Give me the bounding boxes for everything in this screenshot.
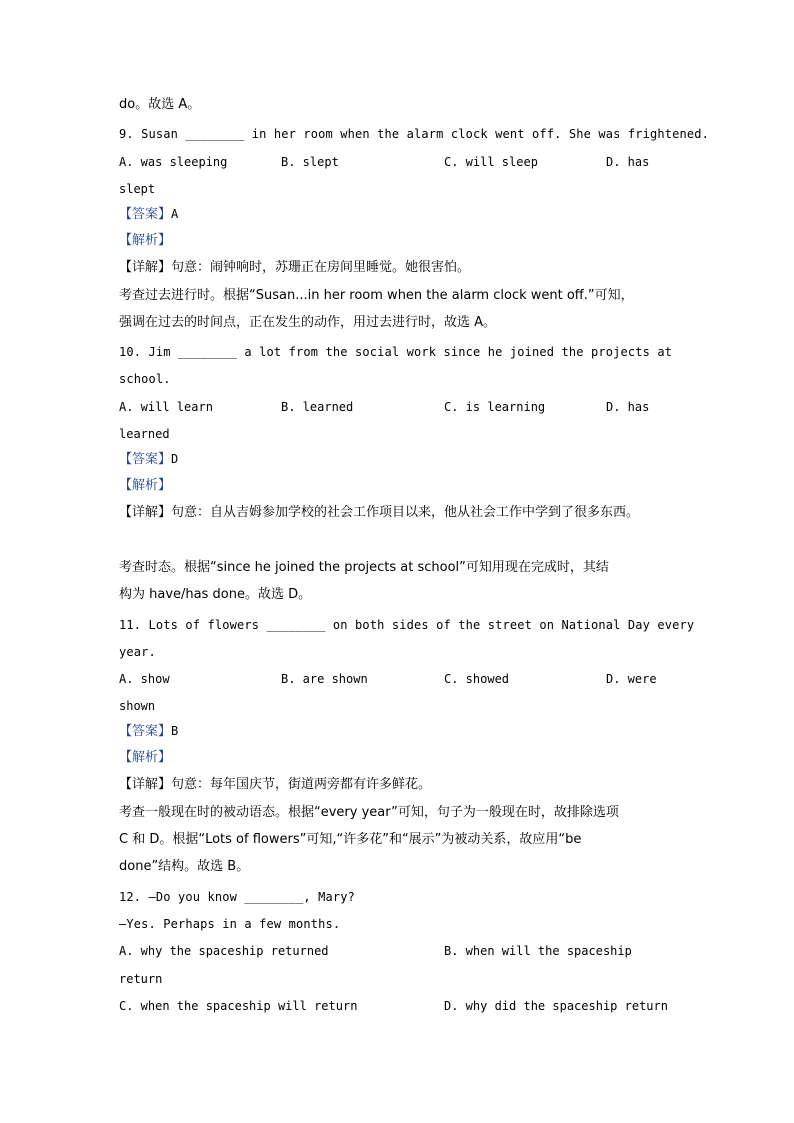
q11-analysis-tag: 【解析】 (119, 750, 172, 765)
detail-tag: 【详解】 (119, 260, 172, 275)
q10-option-d: D. has (606, 400, 650, 414)
q11-option-d: D. were (606, 672, 657, 686)
question-10-stem: 10. Jim ________ a lot from the social work since he joined the projects at (119, 345, 673, 359)
q10-option-c: C. is learning (444, 400, 546, 414)
answer-value: B (171, 724, 179, 738)
q9-option-a: A. was sleeping (119, 155, 228, 169)
q9-option-b: B. slept (281, 155, 339, 169)
q9-explain-1: 考查过去进行时。根据“Susan...in her room when the alarm clock went off.”可知， (119, 288, 634, 303)
answer-value: A (171, 207, 179, 221)
q11-option-a: A. show (119, 672, 170, 686)
q9-detail (119, 259, 470, 277)
q11-explain-3: done”结构。故选 B。 (119, 859, 250, 874)
question-10-stem-cont: school. (119, 372, 171, 386)
text-line: do。故选 A。 (119, 97, 201, 112)
q11-option-c: C. showed (444, 672, 510, 686)
answer-tag: 【答案】 (119, 452, 172, 467)
q10-analysis-tag: 【解析】 (119, 478, 172, 493)
q12-option-b-cont: return (119, 972, 163, 986)
q11-explain-2: C 和 D。根据“Lots of flowers”可知,“许多花”和“展示”为被动关系，故应用“be (119, 832, 582, 847)
q10-detail (119, 504, 639, 522)
detail-tag: 【详解】 (119, 777, 172, 792)
answer-tag: 【答案】 (119, 724, 172, 739)
q9-explain-2: 强调在过去的时间点，正在发生的动作，用过去进行时，故选 A。 (119, 315, 497, 330)
question-9-stem: 9. Susan ________ in her room when the alarm clock went off. She was frightened. (119, 127, 709, 141)
question-11-stem: 11. Lots of flowers ________ on both sides of the street on National Day every (119, 618, 695, 632)
q10-option-b: B. learned (281, 400, 354, 414)
answer-tag: 【答案】 (119, 207, 172, 222)
detail-text: 句意：闹钟响时，苏珊正在房间里睡觉。她很害怕。 (171, 260, 471, 275)
q11-option-d-cont: shown (119, 699, 156, 713)
q12-option-a: A. why the spaceship returned (119, 944, 329, 958)
q10-explain-1: 考查时态。根据“since he joined the projects at school”可知用现在完成时，其结 (119, 560, 609, 575)
q9-analysis-tag: 【解析】 (119, 233, 172, 248)
q11-explain-1: 考查一般现在时的被动语态。根据“every year”可知，句子为一般现在时，故排除选项 (119, 805, 619, 820)
q12-option-b: B. when will the spaceship (444, 944, 632, 958)
answer-value: D (171, 452, 179, 466)
q10-option-d-cont: learned (119, 427, 170, 441)
q9-option-c: C. will sleep (444, 155, 538, 169)
detail-text: 句意：自从吉姆参加学校的社会工作项目以来，他从社会工作中学到了很多东西。 (171, 505, 640, 520)
detail-tag: 【详解】 (119, 505, 172, 520)
question-11-stem-cont: year. (119, 645, 156, 659)
q11-answer (119, 722, 178, 741)
q9-option-d-cont: slept (119, 182, 156, 196)
q11-option-b: B. are shown (281, 672, 368, 686)
q9-option-d: D. has (606, 155, 650, 169)
q11-detail (119, 776, 431, 794)
question-12-reply: —Yes. Perhaps in a few months. (119, 917, 341, 931)
q10-explain-2: 构为 have/has done。故选 D。 (119, 587, 312, 602)
q12-option-d: D. why did the spaceship return (444, 999, 668, 1013)
q10-answer (119, 450, 178, 469)
q10-option-a: A. will learn (119, 400, 213, 414)
q9-answer (119, 205, 178, 224)
q12-option-c: C. when the spaceship will return (119, 999, 358, 1013)
question-12-stem: 12. —Do you know ________, Mary? (119, 890, 355, 904)
detail-text: 句意：每年国庆节，街道两旁都有许多鲜花。 (171, 777, 432, 792)
